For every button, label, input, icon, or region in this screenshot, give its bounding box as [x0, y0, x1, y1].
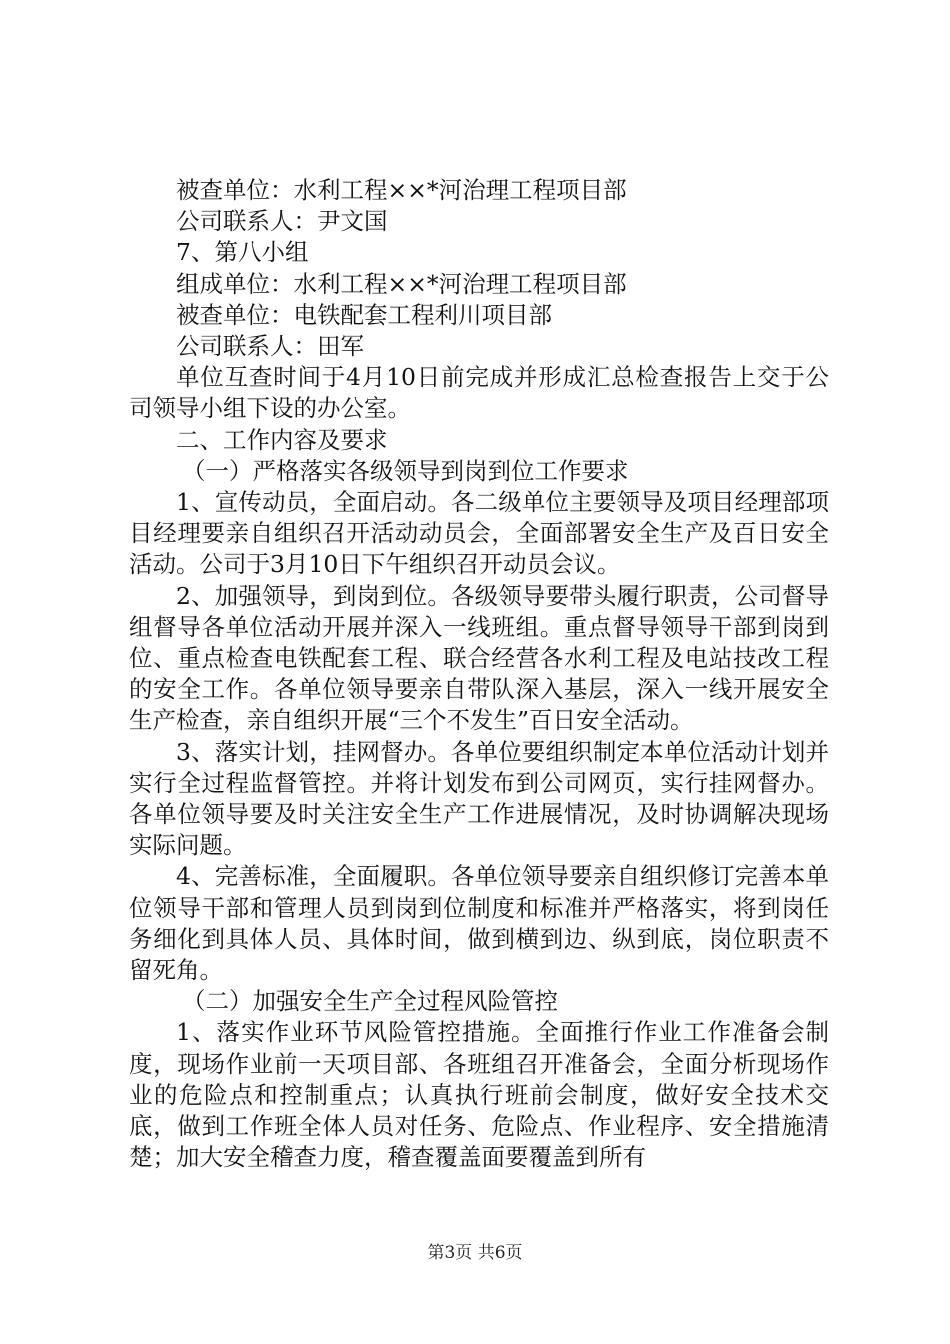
- paragraph: 1、落实作业环节风险管控措施。全面推行作业工作准备会制度，现场作业前一天项目部、各班组召开准备会，全面分析现场作业的危险点和控制重点；认真执行班前会制度，做好安全技术交底，做到工作班全体人员对任务、危险点、作业程序、安全措施清楚；加大安全稽查力度，稽查覆盖面要覆盖到所有: [129, 1018, 829, 1172]
- subsection-heading: （一）严格落实各级领导到岗到位工作要求: [182, 456, 629, 485]
- paragraph: 2、加强领导，到岗到位。各级领导要带头履行职责，公司督导组督导各单位活动开展并深入一线班组。重点督导领导干部到岗到位、重点检查电铁配套工程、联合经营各水利工程及电站技改工程的安全工作。各单位领导要亲自带队深入基层，深入一线开展安全生产检查，亲自组织开展“三个不发生”百日安全活动。: [129, 581, 829, 735]
- paragraph: 3、落实计划，挂网督办。各单位要组织制定本单位活动计划并实行全过程监督管控。并将计划发布到公司网页，实行挂网督办。各单位领导要及时关注安全生产工作进展情况，及时协调解决现场实际问题。: [129, 737, 829, 860]
- page-number: 第3页 共6页: [427, 1243, 523, 1263]
- paragraph: 1、宣传动员，全面启动。各二级单位主要领导及项目经理部项目经理要亲自组织召开活动动员会，全面部署安全生产及百日安全活动。公司于3月10日下午组织召开动员会议。: [129, 487, 829, 579]
- paragraph: 4、完善标准，全面履职。各单位领导要亲自组织修订完善本单位领导干部和管理人员到岗到位制度和标准并严格落实，将到岗任务细化到具体人员、具体时间，做到横到边、纵到底，岗位职责不留死角。: [129, 862, 829, 984]
- text-line: 被查单位：水利工程××*河治理工程项目部: [176, 176, 627, 204]
- section-heading: 二、工作内容及要求: [176, 425, 388, 454]
- document-body: [129, 175, 829, 1173]
- text-line: 公司联系人：尹文国: [176, 207, 388, 236]
- text-line: 公司联系人：田军: [176, 331, 364, 360]
- text-line: 7、第八小组: [176, 238, 309, 267]
- text-line: 组成单位：水利工程××*河治理工程项目部: [176, 269, 627, 298]
- text-line: 被查单位：电铁配套工程利川项目部: [176, 300, 552, 329]
- paragraph: 单位互查时间于4月10日前完成并形成汇总检查报告上交于公司领导小组下设的办公室。: [129, 363, 829, 423]
- subsection-heading: （二）加强安全生产全过程风险管控: [182, 987, 558, 1016]
